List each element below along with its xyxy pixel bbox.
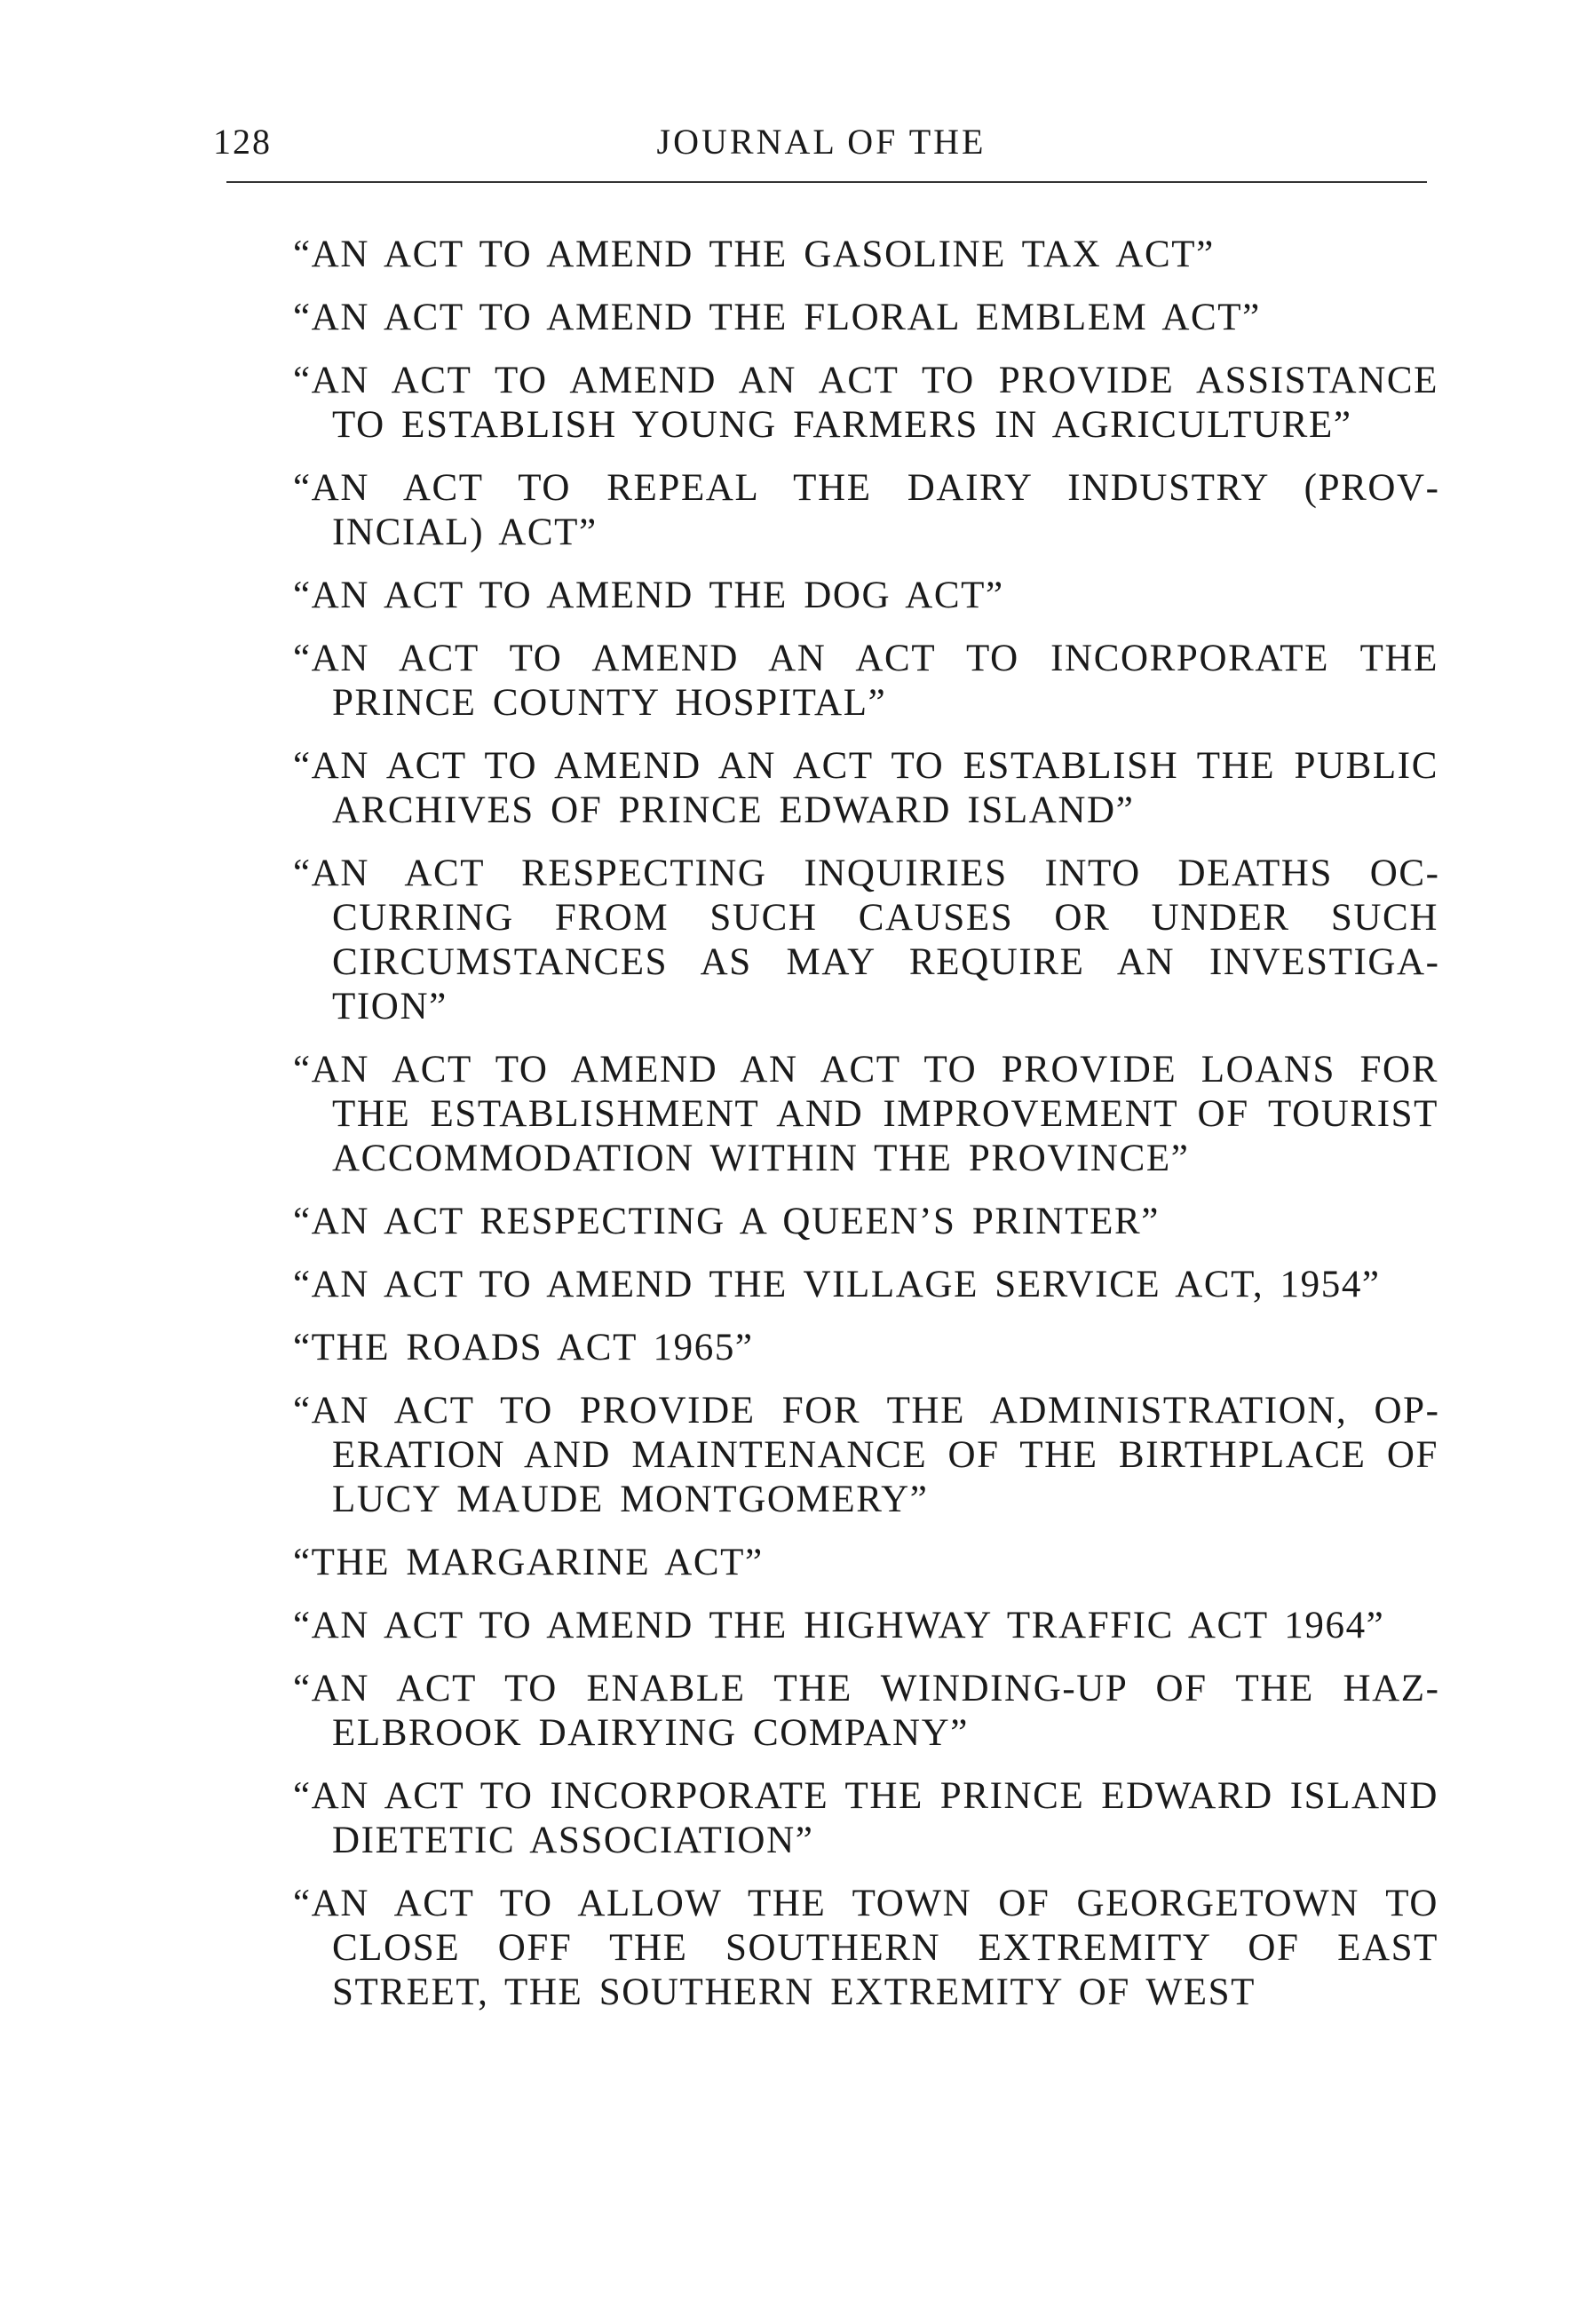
act-title: “AN ACT TO REPEAL THE DAIRY INDUSTRY (PROVINCIAL) ACT”: [293, 467, 1438, 553]
act-title: “AN ACT TO AMEND AN ACT TO INCORPORATE THE PRINCE COUNTY HOSPITAL”: [293, 638, 1438, 724]
act-title: “AN ACT TO AMEND THE GASOLINE TAX ACT”: [293, 234, 1215, 275]
act-title: “AN ACT RESPECTING INQUIRIES INTO DEATHS OCCURRING FROM SUCH CAUSES OR UNDER SUCH CIRCUMSTANCES AS MAY REQUIRE AN INVESTIGATION”: [293, 853, 1438, 1027]
header-rule: [226, 181, 1427, 183]
act-title: “AN ACT TO AMEND AN ACT TO PROVIDE LOANS FOR THE ESTABLISHMENT AND IMPROVEMENT OF TOURIST ACCOMMODATION WITHIN THE PROVINCE”: [293, 1049, 1438, 1179]
act-title: “AN ACT TO AMEND AN ACT TO ESTABLISH THE PUBLIC ARCHIVES OF PRINCE EDWARD ISLAND”: [293, 745, 1438, 831]
act-title: “AN ACT RESPECTING A QUEEN’S PRINTER”: [293, 1201, 1160, 1242]
act-title: “AN ACT TO AMEND THE VILLAGE SERVICE ACT, 1954”: [293, 1264, 1381, 1305]
act-title: “AN ACT TO AMEND AN ACT TO PROVIDE ASSISTANCE TO ESTABLISH YOUNG FARMERS IN AGRICULTURE”: [293, 360, 1438, 446]
act-title: “THE ROADS ACT 1965”: [293, 1327, 754, 1368]
act-title: “AN ACT TO AMEND THE DOG ACT”: [293, 575, 1004, 616]
act-title: “AN ACT TO AMEND THE FLORAL EMBLEM ACT”: [293, 297, 1261, 338]
running-title: JOURNAL OF THE: [656, 122, 987, 162]
act-title: “AN ACT TO PROVIDE FOR THE ADMINISTRATION, OPERATION AND MAINTENANCE OF THE BIRTHPLACE OF LUCY MAUDE MONTGOMERY”: [293, 1390, 1438, 1520]
page-header: [213, 124, 1430, 178]
act-title: “AN ACT TO ENABLE THE WINDING-UP OF THE HAZELBROOK DAIRYING COMPANY”: [293, 1668, 1438, 1754]
act-title: “AN ACT TO AMEND THE HIGHWAY TRAFFIC ACT 1964”: [293, 1605, 1385, 1646]
act-title: “AN ACT TO INCORPORATE THE PRINCE EDWARD ISLAND DIETETIC ASSOCIATION”: [293, 1775, 1438, 1861]
acts-list: [293, 233, 1438, 2034]
act-title: “AN ACT TO ALLOW THE TOWN OF GEORGETOWN TO CLOSE OFF THE SOUTHERN EXTREMITY OF EAST STREET, THE SOUTHERN EXTREMITY OF WEST: [293, 1883, 1438, 2013]
page-number: 128: [213, 122, 272, 162]
act-title: “THE MARGARINE ACT”: [293, 1542, 764, 1583]
